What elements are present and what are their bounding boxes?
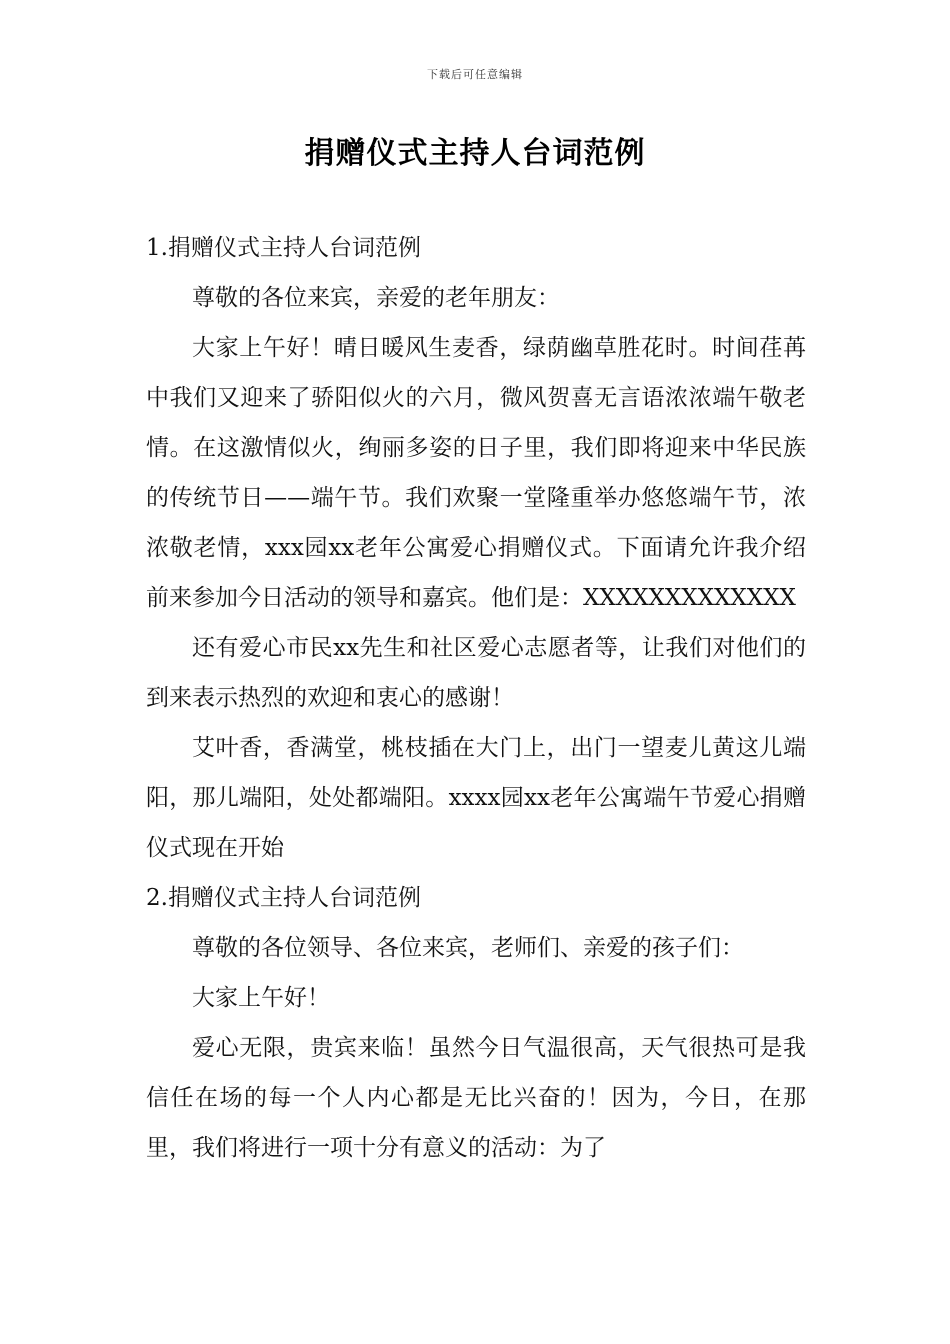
document-body — [146, 223, 806, 1173]
document-title: 捐赠仪式主持人台词范例 — [304, 136, 646, 171]
paragraph-greeting-1: 尊敬的各位来宾，亲爱的老年朋友： — [192, 285, 560, 311]
paragraph-hello-2: 大家上午好！ — [192, 985, 330, 1011]
paragraph-opening-2: 爱心无限，贵宾来临！虽然今日气温很高，天气很热可是我信任在场的每一个人内心都是无比兴奋的！因为，今日，在那里，我们将进行一项十分有意义的活动：为了 — [146, 1035, 806, 1161]
paragraph-start-1: 艾叶香，香满堂，桃枝插在大门上，出门一望麦儿黄这儿端阳，那儿端阳，处处都端阳。xxxx园xx老年公寓端午节爱心捐赠仪式现在开始 — [146, 735, 806, 861]
paragraph-thanks-1: 还有爱心市民xx先生和社区爱心志愿者等，让我们对他们的到来表示热烈的欢迎和衷心的感谢！ — [146, 635, 806, 711]
paragraph-greeting-2: 尊敬的各位领导、各位来宾，老师们、亲爱的孩子们： — [192, 935, 744, 961]
paragraph-opening-1: 大家上午好！晴日暖风生麦香，绿荫幽草胜花时。时间荏苒中我们又迎来了骄阳似火的六月，微风贺喜无言语浓浓端午敬老情。在这激情似火，绚丽多姿的日子里，我们即将迎来中华民族的传统节日——端午节。我们欢聚一堂隆重举办悠悠端午节，浓浓敬老情，xxx园xx老年公寓爱心捐赠仪式。下面请允许我介绍前来参加今日活动的领导和嘉宾。他们是：XXXXXXXXXXXXX — [146, 335, 806, 611]
section-heading-2: 2.捐赠仪式主持人台词范例 — [146, 885, 421, 911]
section-heading-1: 1.捐赠仪式主持人台词范例 — [146, 235, 421, 261]
header-note: 下载后可任意编辑 — [427, 68, 523, 81]
